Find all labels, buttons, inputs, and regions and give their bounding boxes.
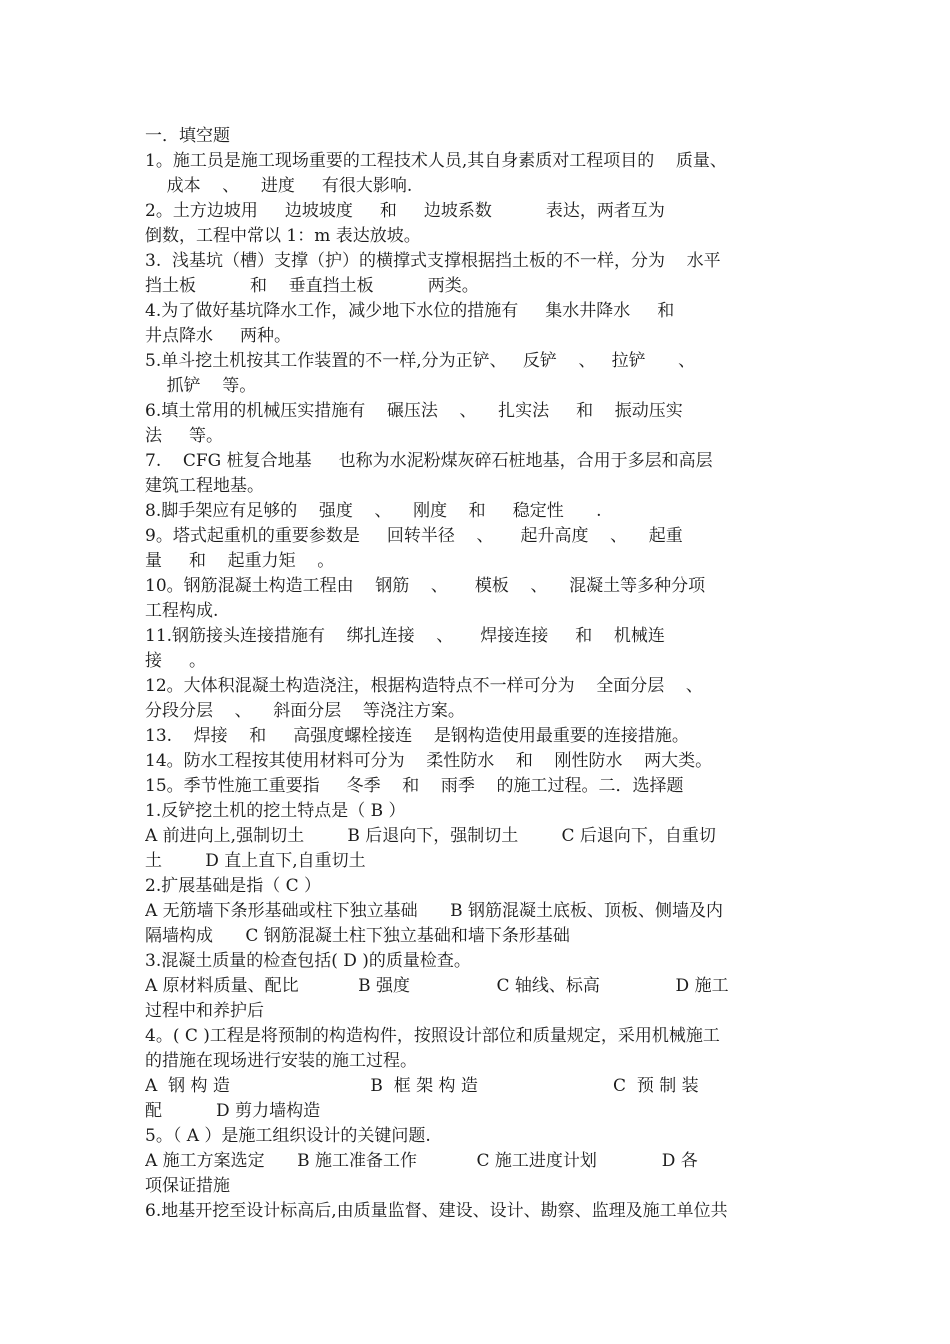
text-line: 建筑工程地基。 xyxy=(145,476,264,496)
text-line: 11.钢筋接头连接措施有 绑扎连接 、 焊接连接 和 机械连 xyxy=(145,626,665,646)
text-line: 8.脚手架应有足够的 强度 、 刚度 和 稳定性 . xyxy=(145,501,602,521)
text-line: 9。塔式起重机的重要参数是 回转半径 、 起升高度 、 起重 xyxy=(145,526,683,546)
text-line: 2。土方边坡用 边坡坡度 和 边坡系数 表达，两者互为 xyxy=(145,201,665,221)
text-line: 量 和 起重力矩 。 xyxy=(145,551,335,571)
text-line: 成本 、 进度 有很大影响. xyxy=(145,176,413,196)
text-line: 隔墙构成 C 钢筋混凝土柱下独立基础和墙下条形基础 xyxy=(145,926,570,946)
text-line: 3.混凝土质量的检查包括( D )的质量检查。 xyxy=(145,951,471,971)
text-line: 10。钢筋混凝土构造工程由 钢筋 、 模板 、 混凝土等多种分项 xyxy=(145,576,706,596)
text-line: 一．填空题 xyxy=(145,126,230,146)
text-line: A 前进向上,强制切土 B 后退向下，强制切土 C 后退向下，自重切 xyxy=(145,826,716,846)
text-line: 的措施在现场进行安装的施工过程。 xyxy=(145,1051,417,1071)
text-line: 接 。 xyxy=(145,651,207,671)
text-line: 5。（ A ）是施工组织设计的关键问题. xyxy=(145,1126,431,1146)
text-line: 项保证措施 xyxy=(145,1176,230,1196)
text-line: 3. 浅基坑（槽）支撑（护）的横撑式支撑根据挡土板的不一样，分为 水平 xyxy=(145,251,721,271)
text-line: 井点降水 两种。 xyxy=(145,326,292,346)
text-line: 工程构成. xyxy=(145,601,219,621)
text-line: A 施工方案选定 B 施工准备工作 C 施工进度计划 D 各 xyxy=(145,1151,698,1171)
text-line: A 无筋墙下条形基础或柱下独立基础 B 钢筋混凝土底板、顶板、侧墙及内 xyxy=(145,901,723,921)
text-line: 倒数，工程中常以 1：m 表达放坡。 xyxy=(145,226,421,246)
text-line: 6.填土常用的机械压实措施有 碾压法 、 扎实法 和 振动压实 xyxy=(145,401,683,421)
text-line: A 钢 构 造 B 框 架 构 造 C 预 制 装 xyxy=(145,1076,699,1096)
text-line: 过程中和养护后 xyxy=(145,1001,264,1021)
text-line: A 原材料质量、配比 B 强度 C 轴线、标高 D 施工 xyxy=(145,976,729,996)
text-line: 法 等。 xyxy=(145,426,224,446)
text-line: 2.扩展基础是指（ C ） xyxy=(145,876,322,896)
document-body xyxy=(145,124,815,1224)
text-line: 13. 焊接 和 高强度螺栓接连 是钢构造使用最重要的连接措施。 xyxy=(145,726,689,746)
text-line: 7. CFG 桩复合地基 也称为水泥粉煤灰碎石桩地基，合用于多层和高层 xyxy=(145,451,713,471)
text-line: 15。季节性施工重要指 冬季 和 雨季 的施工过程。二．选择题 xyxy=(145,776,684,796)
text-line: 挡土板 和 垂直挡土板 两类。 xyxy=(145,276,479,296)
text-line: 4。( C )工程是将预制的构造构件，按照设计部位和质量规定，采用机械施工 xyxy=(145,1026,720,1046)
text-line: 1.反铲挖土机的挖土特点是（ B ） xyxy=(145,801,406,821)
text-line: 6.地基开挖至设计标高后,由质量监督、建设、设计、勘察、监理及施工单位共 xyxy=(145,1201,728,1221)
text-line: 1。施工员是施工现场重要的工程技术人员,其自身素质对工程项目的 质量、 xyxy=(145,151,727,171)
text-line: 5.单斗挖土机按其工作装置的不一样,分为正铲、 反铲 、 拉铲 、 xyxy=(145,351,696,371)
text-line: 4.为了做好基坑降水工作，减少地下水位的措施有 集水井降水 和 xyxy=(145,301,675,321)
text-line: 14。防水工程按其使用材料可分为 柔性防水 和 刚性防水 两大类。 xyxy=(145,751,713,771)
text-line: 12。大体积混凝土构造浇注，根据构造特点不一样可分为 全面分层 、 xyxy=(145,676,703,696)
text-line: 土 D 直上直下,自重切土 xyxy=(145,851,366,871)
text-line: 分段分层 、 斜面分层 等浇注方案。 xyxy=(145,701,465,721)
text-line: 抓铲 等。 xyxy=(145,376,257,396)
text-line: 配 D 剪力墙构造 xyxy=(145,1101,321,1121)
